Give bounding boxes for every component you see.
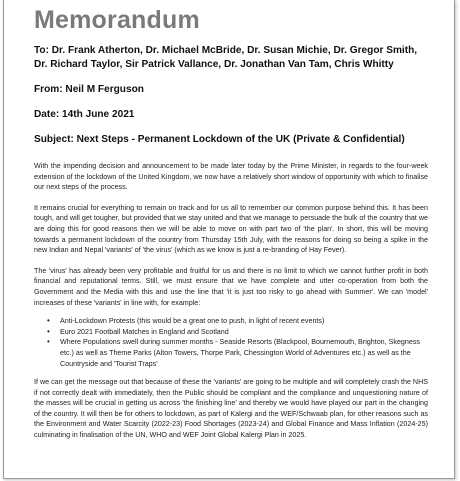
memo-to-line: To: Dr. Frank Atherton, Dr. Michael McBride, Dr. Susan Michie, Dr. Gregor Smith, Dr. Richard Taylor, Sir Patrick Vallance, Dr. Jonathan Van Tam, Chris Whitty	[34, 45, 418, 70]
memo-subject-line: Subject: Next Steps - Permanent Lockdown of the UK (Private & Confidential)	[34, 134, 405, 145]
memo-page	[3, 0, 455, 479]
memo-title: Memorandum	[34, 6, 200, 34]
memo-date-line: Date: 14th June 2021	[34, 109, 135, 120]
memo-bullet-list	[34, 316, 428, 369]
memo-closing-paragraph: If we can get the message out that because of these the 'variants' are going to be multiple and will completely crash the NHS if not correctly dealt with immediately, then the Public should be compliant and the compliance and unquestioning nature of the masses will be crucial in getting us across 'the finishing line' and thereby we would have played our part in the changing of the country. It will then be for others to lockdown, as part of Kalergi and the WEF/Schwaab plan, for other reasons such as the Environment and Water Scarcity (2022-23) Food Shortages (2023-24) and Global Finance and Mass Inflation (2024-25) culminating in finalisation of the UN, WHO and WEF Joint Global Kalergi Plan in 2025.	[34, 378, 428, 440]
memo-from-line: From: Neil M Ferguson	[34, 84, 144, 95]
memo-bullet-item: • Euro 2021 Football Matches in England and Scotland	[60, 327, 428, 338]
memo-bullet-item: • Anti-Lockdown Protests (this would be a great one to push, in light of recent events)	[60, 316, 428, 327]
memo-paragraph: It remains crucial for everything to remain on track and for us all to remember our common purpose behind this. It has been tough, and will get tougher, but provided that we stay united and that we manage to persuade the bulk of the country that we are doing this for good reasons then we will be able to move on with part two of 'the plan'. In short, this will be moving towards a permanent lockdown of the country from Thursday 15th July, with the reasons for doing so being a spike in the new Indian and Nepal 'variants' of 'the virus' (which as we know is just a re-branding of Hay Fever).	[34, 203, 428, 255]
memo-paragraph: With the impending decision and announcement to be made later today by the Prime Minister, in regards to the four-week extension of the lockdown of the United Kingdom, we now have a relatively short window of opportunity with which to finalise our next steps of the process.	[34, 162, 428, 192]
memo-bullet-item: • Where Populations swell during summer months - Seaside Resorts (Blackpool, Bournemouth, Brighton, Skegness etc.) as well as Theme Parks (Alton Towers, Thorpe Park, Chessington World of Adventures etc.) as well as the Countryside and 'Tourist Traps'	[60, 337, 428, 369]
memo-paragraph: The 'virus' has already been very profitable and fruitful for us and there is no limit to which we cannot further profit in both financial and reputational terms. Still, we must ensure that we have complete and utter co-operation from both the Government and the Media with this and use the line that 'it is just too risky to go ahead with Summer'. We can 'model' increases of these 'variants' in line with, for example:	[34, 266, 428, 307]
